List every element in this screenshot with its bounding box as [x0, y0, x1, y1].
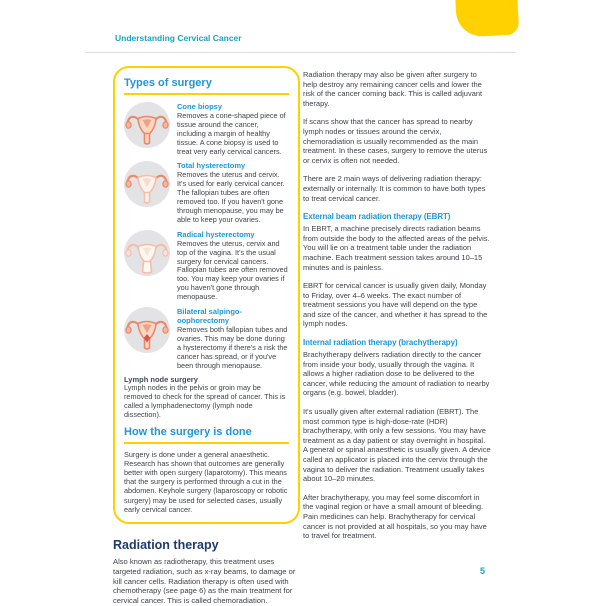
uterus-bilateral-salpingo-oophorectomy-icon [124, 307, 170, 353]
lymph-node-surgery-item [124, 375, 289, 420]
ebrt-heading: External beam radiation therapy (EBRT) [303, 212, 451, 222]
running-header: Understanding Cervical Cancer [115, 33, 242, 43]
surgery-item-title: Total hysterectomy [177, 161, 246, 171]
page-number: 5 [480, 566, 486, 576]
paragraph-two-main-ways: There are 2 main ways of delivering radiation therapy: externally or internally. It is common to have both types to treat cervical cancer. [303, 174, 486, 203]
left-column [113, 66, 300, 606]
surgery-item-title: Cone biopsy [177, 102, 223, 111]
header-divider [85, 52, 516, 53]
ebrt-paragraph-2: EBRT for cervical cancer is usually given daily, Monday to Friday, over 4–6 weeks. The exact number of treatment sessions you have will depend on the type and size of the cancer, and whether it has spread to the lymph nodes. [303, 281, 488, 329]
uterus-total-hysterectomy-icon [124, 161, 170, 207]
surgery-item-cone-biopsy [124, 102, 289, 156]
uterus-radical-hysterectomy-icon [124, 230, 170, 276]
brachytherapy-paragraph-1: Brachytherapy delivers radiation directly to the cancer from inside your body, usually through the vagina. It allows a higher radiation dose to be delivered to the cancer, while reducing the amount of radiation to nearby organs (e.g. bowel, bladder). [303, 350, 490, 398]
surgery-item-body: Removes both fallopian tubes and ovaries. This may be done during a hysterectomy if there's a risk the cancer has spread, or if you've been through menopause. [177, 325, 288, 370]
how-surgery-done-title: How the surgery is done [124, 426, 289, 444]
surgery-item-text [177, 102, 289, 156]
paragraph-chemoradiation-main-treatment: If scans show that the cancer has spread to nearby lymph nodes or tissues around the cervix, chemoradiation is usually recommended as the main treatment. In these cases, surgery to remove the uterus or cervix is often not needed. [303, 117, 488, 165]
uterus-cone-biopsy-icon [124, 102, 170, 148]
surgery-item-text [177, 161, 289, 224]
brachytherapy-paragraph-3: After brachytherapy, you may feel some discomfort in the vaginal region or have a small amount of bleeding. Pain medicines can help. Brachytherapy for cervical cancer is not provided at all hospitals, so you may have to travel for treatment. [303, 492, 487, 541]
surgery-item-body: Removes the uterus and cervix. It's used for early cervical cancer. The fallopian tubes are often removed too. If you haven't gone through menopause, you may be able to keep your ovaries. [177, 170, 285, 224]
brachytherapy-heading: Internal radiation therapy (brachytherapy) [303, 338, 458, 348]
surgery-item-total-hysterectomy [124, 161, 289, 224]
brachytherapy-paragraph-2: It's usually given after external radiation (EBRT). The most common type is high-dose-rate (HDR) brachytherapy, with only a few sessions. You may have treatment as a day patient or stay overnight in hospital. A general or spinal anaesthetic is usually given. A device called an applicator is placed into the cervix through the vagina to deliver the radiation. Treatment usually takes about 10–20 minutes. [303, 407, 491, 484]
surgery-item-text [177, 307, 289, 370]
types-of-surgery-box [113, 66, 300, 524]
lymph-node-surgery-title: Lymph node surgery [124, 375, 198, 385]
yellow-corner-decoration [455, 0, 520, 38]
surgery-item-bilateral-salpingo-oophorectomy [124, 307, 289, 370]
surgery-item-body: Removes a cone-shaped piece of tissue around the cancer, including a margin of healthy tissue. A cone biopsy is used to treat very early cervical cancers. [177, 111, 286, 156]
right-column [303, 70, 491, 550]
surgery-item-text [177, 230, 289, 302]
radiation-therapy-intro: Also known as radiotherapy, this treatment uses targeted radiation, such as x-ray beams, to damage or kill cancer cells. Radiation therapy is often used with chemotherapy (see page 6) as the main treatment for cervical cancer. This is called chemoradiation. [113, 556, 296, 606]
types-of-surgery-title: Types of surgery [124, 77, 289, 95]
radiation-therapy-section [113, 538, 297, 606]
surgery-item-title: Radical hysterectomy [177, 229, 255, 239]
surgery-item-title: Bilateral salpingo-oophorectomy [177, 307, 243, 326]
surgery-item-body: Removes the uterus, cervix and top of the vagina. It's the usual surgery for cervical cancers. Fallopian tubes are often removed too. You may keep your ovaries if you haven't gone through menopause. [177, 238, 288, 302]
paragraph-adjuvant-therapy: Radiation therapy may also be given after surgery to help destroy any remaining cancer cells and lower the risk of the cancer coming back. This is called adjuvant therapy. [303, 70, 483, 108]
ebrt-paragraph-1: In EBRT, a machine precisely directs radiation beams from outside the body to the affected areas of the pelvis. You will lie on a treatment table under the radiation machine. Each treatment session takes around 10–15 minutes and is painless. [303, 224, 490, 272]
surgery-item-radical-hysterectomy [124, 230, 289, 302]
how-surgery-done-body: Surgery is done under a general anaesthetic. Research has shown that outcomes are generally better with open surgery (laparotomy). This means that the surgery is performed through a cut in the abdomen. Keyhole surgery (laparoscopy or robotic surgery) may be used for selected cases, usually early cervical cancer. [124, 450, 288, 514]
lymph-node-surgery-body: Lymph nodes in the pelvis or groin may be removed to check for the spread of cancer. This is called a lymphadenectomy (lymph node dissection). [124, 383, 286, 420]
radiation-therapy-title: Radiation therapy [113, 537, 219, 552]
